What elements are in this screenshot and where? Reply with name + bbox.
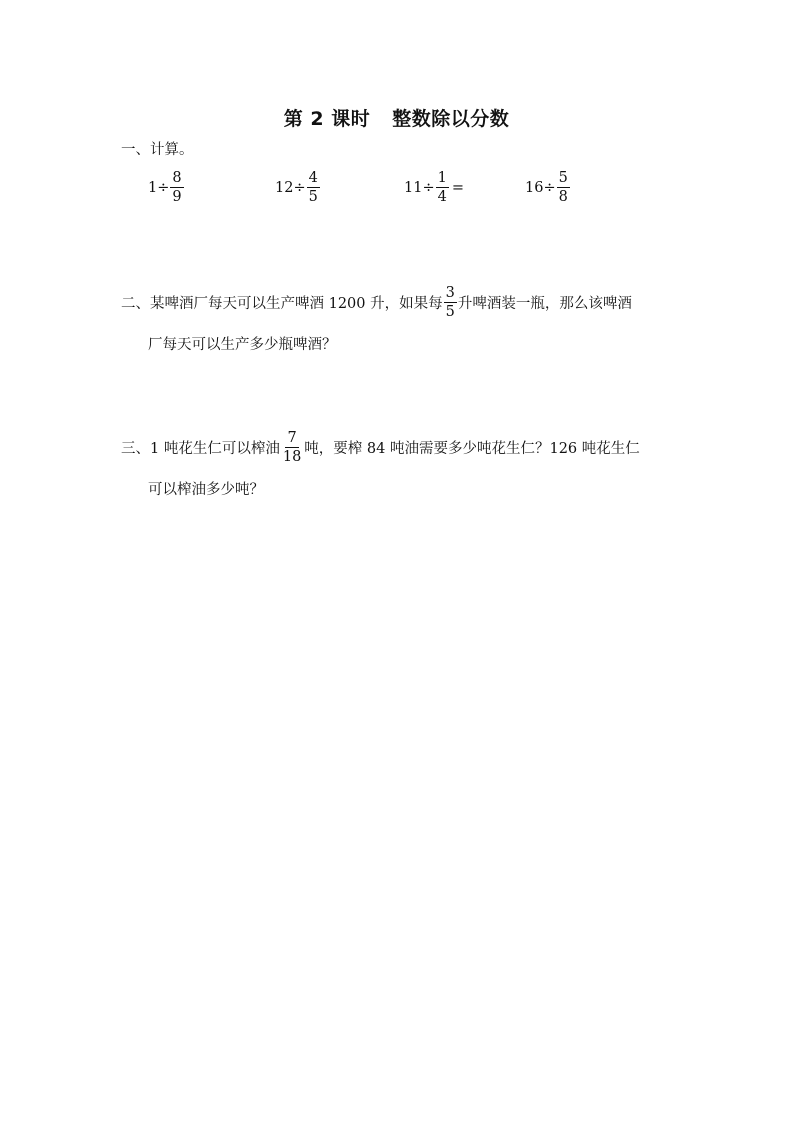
fraction bbox=[281, 430, 303, 465]
fraction bbox=[307, 170, 320, 205]
calc-problem-2 bbox=[275, 170, 321, 205]
denominator: 8 bbox=[558, 189, 568, 205]
divide-sign: ÷ bbox=[157, 179, 170, 196]
section-2-text-before: 二、某啤酒厂每天可以生产啤酒 1200 升，如果每 bbox=[121, 296, 443, 312]
section-2-line-2: 厂每天可以生产多少瓶啤酒？ bbox=[148, 337, 337, 353]
denominator: 5 bbox=[445, 304, 455, 320]
numerator: 5 bbox=[558, 170, 568, 186]
fraction bbox=[444, 285, 457, 320]
divide-sign: ÷ bbox=[293, 179, 306, 196]
divide-sign: ÷ bbox=[543, 179, 556, 196]
fraction bbox=[557, 170, 570, 205]
problem-whole: 16 bbox=[525, 179, 544, 196]
page-title bbox=[0, 104, 793, 131]
section-2-text-after: 升啤酒装一瓶，那么该啤酒 bbox=[457, 296, 632, 312]
denominator: 9 bbox=[172, 189, 182, 205]
fraction bbox=[170, 170, 183, 205]
problem-whole: 11 bbox=[404, 179, 423, 196]
divide-sign: ÷ bbox=[422, 179, 435, 196]
problem-whole: 1 bbox=[148, 179, 158, 196]
section-3-line-2: 可以榨油多少吨？ bbox=[148, 482, 264, 498]
numerator: 1 bbox=[437, 170, 447, 186]
numerator: 8 bbox=[172, 170, 182, 186]
numerator: 3 bbox=[445, 285, 455, 301]
section-3-text-after: 吨，要榨 84 吨油需要多少吨花生仁？126 吨花生仁 bbox=[304, 441, 640, 457]
section-3-text-before: 三、1 吨花生仁可以榨油 bbox=[121, 441, 280, 457]
denominator: 18 bbox=[282, 449, 302, 465]
lesson-number: 第 2 课时 bbox=[283, 108, 371, 130]
calc-problem-3 bbox=[404, 170, 464, 205]
calc-problem-1 bbox=[148, 170, 185, 205]
calc-problem-4 bbox=[525, 170, 571, 205]
lesson-topic: 整数除以分数 bbox=[392, 108, 510, 130]
numerator: 7 bbox=[287, 430, 297, 446]
section-1-heading: 一、计算。 bbox=[121, 142, 194, 158]
denominator: 5 bbox=[308, 189, 318, 205]
fraction bbox=[436, 170, 449, 205]
section-2-line-1 bbox=[121, 285, 632, 320]
denominator: 4 bbox=[437, 189, 447, 205]
problem-whole: 12 bbox=[275, 179, 294, 196]
section-3-line-1 bbox=[121, 430, 640, 465]
numerator: 4 bbox=[308, 170, 318, 186]
equals-sign: = bbox=[451, 179, 464, 196]
